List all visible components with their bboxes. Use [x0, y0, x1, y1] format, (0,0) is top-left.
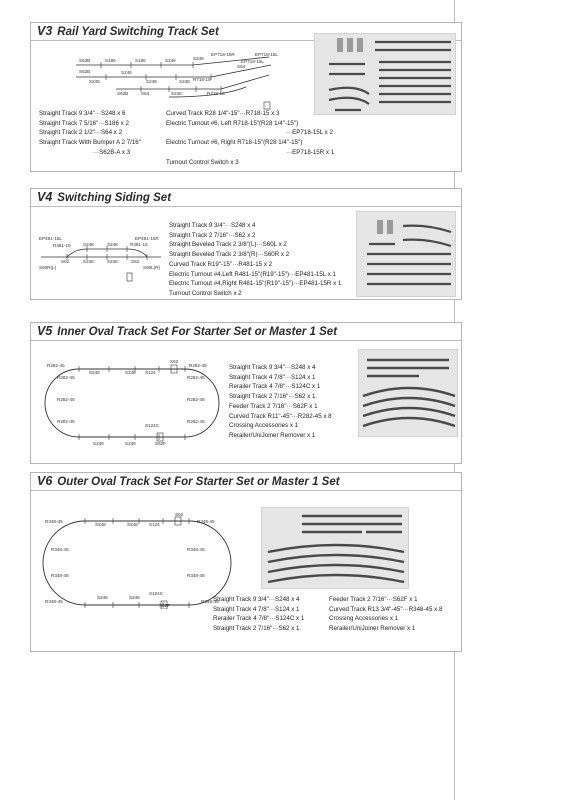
- control-switch-icon: [264, 102, 270, 109]
- diagram-label: S248: [121, 70, 132, 75]
- diagram-label: EP718-15L: [255, 52, 278, 57]
- part-line: Electric Turnout #6, Left R718-15"(R28 1/4"-15"): [166, 119, 299, 127]
- diagram-label: R348-45: [197, 519, 215, 524]
- part-line: Straight Track 9 3/4"···S248 x 6: [39, 110, 126, 117]
- diagram-label: S248: [165, 58, 176, 63]
- diagram-label: S248: [89, 370, 100, 375]
- part-line: Straight Track 7 5/16"···S186 x 2: [39, 119, 129, 127]
- diagram-label: S60R(L): [39, 265, 57, 270]
- diagram-label: S248: [97, 595, 108, 600]
- parts-list: [229, 363, 332, 441]
- product-photo: [314, 33, 456, 115]
- section-code: V4: [37, 190, 53, 204]
- part-line: Straight Track 9 3/4"···S248 x 4: [213, 596, 300, 603]
- part-line: Electric Turnout #4,Right R481-15"(R19"-15")···EP481-15R x 1: [169, 280, 342, 288]
- part-line: Straight Track With Bumper A 2 7/16": [39, 139, 141, 147]
- section-code: V5: [37, 324, 53, 338]
- diagram-label: R348-45: [187, 547, 205, 552]
- part-line: Curved Track R28 1/4"-15"···R718-15 x 3: [166, 110, 280, 117]
- section-header: [31, 323, 461, 341]
- control-switch-icon: [127, 273, 132, 281]
- track-layout-diagram: [37, 357, 227, 447]
- diagram-labels: [45, 512, 219, 608]
- diagram-label: R348-45: [45, 519, 63, 524]
- part-line: Rerailer Track 4 7/8"···S124C x 1: [229, 383, 321, 391]
- product-photo: [358, 349, 458, 437]
- diagram-label: EP481-15R: [135, 236, 159, 241]
- diagram-label: R348-45: [45, 599, 63, 604]
- part-line: Curved Track R11"-45"···R282-45 x 8: [229, 412, 332, 420]
- section-title-text: Outer Oval Track Set For Starter Set or Master 1 Set: [57, 476, 340, 488]
- part-line: Crossing Accessories x 1: [229, 422, 299, 430]
- part-line: Straight Track 2 7/16"···S62 x 1: [229, 393, 316, 401]
- section-v3: [30, 22, 462, 172]
- diagram-label: R282-45: [189, 363, 207, 368]
- diagram-label: S248: [179, 79, 190, 84]
- diagram-label: S124: [145, 370, 156, 375]
- section-title-text: Rail Yard Switching Track Set: [57, 26, 219, 38]
- diagram-labels: [47, 359, 207, 446]
- part-line: Straight Track 2 7/16"···S62 x 2: [169, 231, 256, 239]
- part-line: Rerailer/UniJoiner Remover x 1: [329, 625, 416, 633]
- diagram-label: S248: [125, 370, 136, 375]
- diagram-label: R718-15: [207, 91, 225, 96]
- diagram-label: S248: [125, 441, 136, 446]
- diagram-label: S248: [129, 595, 140, 600]
- diagram-label: R282-45: [187, 375, 205, 380]
- diagram-label: R348-45: [201, 599, 219, 604]
- diagram-label: S62: [175, 512, 184, 517]
- part-line: Rerailer/UniJoiner Remover x 1: [229, 431, 316, 439]
- diagram-label: S248: [146, 79, 157, 84]
- diagram-label: S62: [131, 259, 140, 264]
- part-line: Electric Turnout #4,Left R481-15"(R19"-15")···EP481-15L x 1: [169, 270, 336, 278]
- section-v6: [30, 472, 462, 652]
- diagram-label: R282-45: [187, 419, 205, 424]
- diagram-label: R348-45: [51, 573, 69, 578]
- diagram-label: S62: [170, 359, 179, 364]
- track-layout-diagram: [37, 231, 167, 287]
- diagram-label: R348-45: [51, 547, 69, 552]
- diagram-label: S64: [141, 91, 150, 96]
- diagram-label: S248: [89, 79, 100, 84]
- parts-list-left: [213, 595, 304, 634]
- part-line: Feeder Track 2 7/16"···S62F x 1: [229, 402, 318, 410]
- part-line: Straight Beveled Track 2 3/8"(R)···S60R x 2: [169, 251, 290, 259]
- track-layout-diagram: [37, 511, 237, 609]
- part-line: Curved Track R19"-15"···R481-15 x 2: [169, 260, 273, 268]
- diagram-label: S248: [107, 259, 118, 264]
- part-line: Straight Track 2 7/16"···S62 x 1: [213, 625, 300, 633]
- part-line: Turnout Control Switch x 2: [169, 289, 242, 297]
- part-line: Rerailer Track 4 7/8"···S124C x 1: [213, 615, 305, 623]
- diagram-label: R282-45: [57, 375, 75, 380]
- product-photo: [356, 211, 456, 297]
- section-v5: [30, 322, 462, 464]
- diagram-label: S248: [83, 242, 94, 247]
- part-line: ···EP718-15R x 1: [286, 148, 335, 156]
- part-line: Turnout Control Switch x 3: [166, 158, 239, 166]
- section-code: V3: [37, 24, 53, 38]
- part-line: Crossing Accessories x 1: [329, 615, 399, 623]
- diagram-label: R282-45: [57, 419, 75, 424]
- diagram-label: R282-45: [47, 363, 65, 368]
- parts-list: [169, 221, 341, 299]
- diagram-label: S248: [127, 522, 138, 527]
- diagram-label: R481-15: [53, 243, 71, 248]
- diagram-label: S248: [193, 56, 204, 61]
- diagram-label: S248: [107, 242, 118, 247]
- diagram-label: EP718-15R: [211, 52, 235, 57]
- diagram-label: EP481-15L: [39, 236, 62, 241]
- part-line: Electric Turnout #6, Right R718-15"(R28 1/4"-15"): [166, 139, 303, 147]
- diagram-label: S60L(R): [143, 265, 161, 270]
- diagram-label: S124C: [145, 423, 160, 428]
- diagram-label: S62F: [155, 441, 166, 446]
- section-title: [37, 474, 340, 488]
- diagram-label: S62B: [79, 58, 91, 63]
- diagram-label: S62B: [117, 91, 129, 96]
- diagram-label: S248: [93, 441, 104, 446]
- part-line: Straight Track 4 7/8"···S124 x 1: [229, 373, 316, 381]
- part-line: ···S62B-A x 3: [93, 148, 131, 156]
- section-title-text: Inner Oval Track Set For Starter Set or Master 1 Set: [57, 326, 338, 338]
- part-line: Straight Beveled Track 2 3/8"(L)···S60L x 2: [169, 241, 287, 249]
- diagram-label: S248: [95, 522, 106, 527]
- diagram-label: S124C: [149, 591, 164, 596]
- part-line: Straight Track 9 3/4"···S248 x 4: [169, 222, 256, 229]
- section-title: [37, 324, 337, 338]
- parts-list-left: [39, 109, 141, 158]
- diagram-label: S62B: [79, 69, 91, 74]
- diagram-labels: [79, 52, 278, 96]
- diagram-label: S64: [237, 64, 246, 69]
- part-line: Feeder Track 2 7/16"···S62F x 1: [329, 596, 418, 603]
- section-title: [37, 190, 171, 204]
- section-header: [31, 189, 461, 207]
- part-line: Straight Track 4 7/8"···S124 x 1: [213, 605, 300, 613]
- diagram-label: R282-45: [57, 397, 75, 402]
- part-line: Curved Track R13 3/4"-45"···R348-45 x 8: [329, 605, 443, 613]
- diagram-label: S62: [61, 259, 70, 264]
- parts-list-right: [166, 109, 334, 167]
- part-line: Straight Track 2 1/2"···S64 x 2: [39, 129, 123, 137]
- diagram-label: R348-45: [187, 573, 205, 578]
- diagram-label: R718-15: [193, 77, 211, 82]
- diagram-label: R282-45: [187, 397, 205, 402]
- section-code: V6: [37, 474, 53, 488]
- diagram-label: S248: [83, 259, 94, 264]
- product-photo: [261, 507, 409, 589]
- diagram-label: S186: [105, 58, 116, 63]
- part-line: Straight Track 9 3/4"···S248 x 4: [229, 364, 316, 371]
- section-v4: [30, 188, 462, 300]
- diagram-label: S186: [135, 58, 146, 63]
- diagram-label: S62F: [159, 603, 170, 608]
- diagram-label: S124: [149, 522, 160, 527]
- part-line: ···EP718-15L x 2: [286, 129, 333, 137]
- diagram-label: S248: [171, 91, 182, 96]
- section-title: [37, 24, 219, 38]
- parts-list-right: [329, 595, 442, 634]
- diagram-label: EP718-15L: [241, 59, 264, 64]
- section-header: [31, 473, 461, 491]
- diagram-label: R481-15: [130, 242, 148, 247]
- section-title-text: Switching Siding Set: [57, 192, 172, 204]
